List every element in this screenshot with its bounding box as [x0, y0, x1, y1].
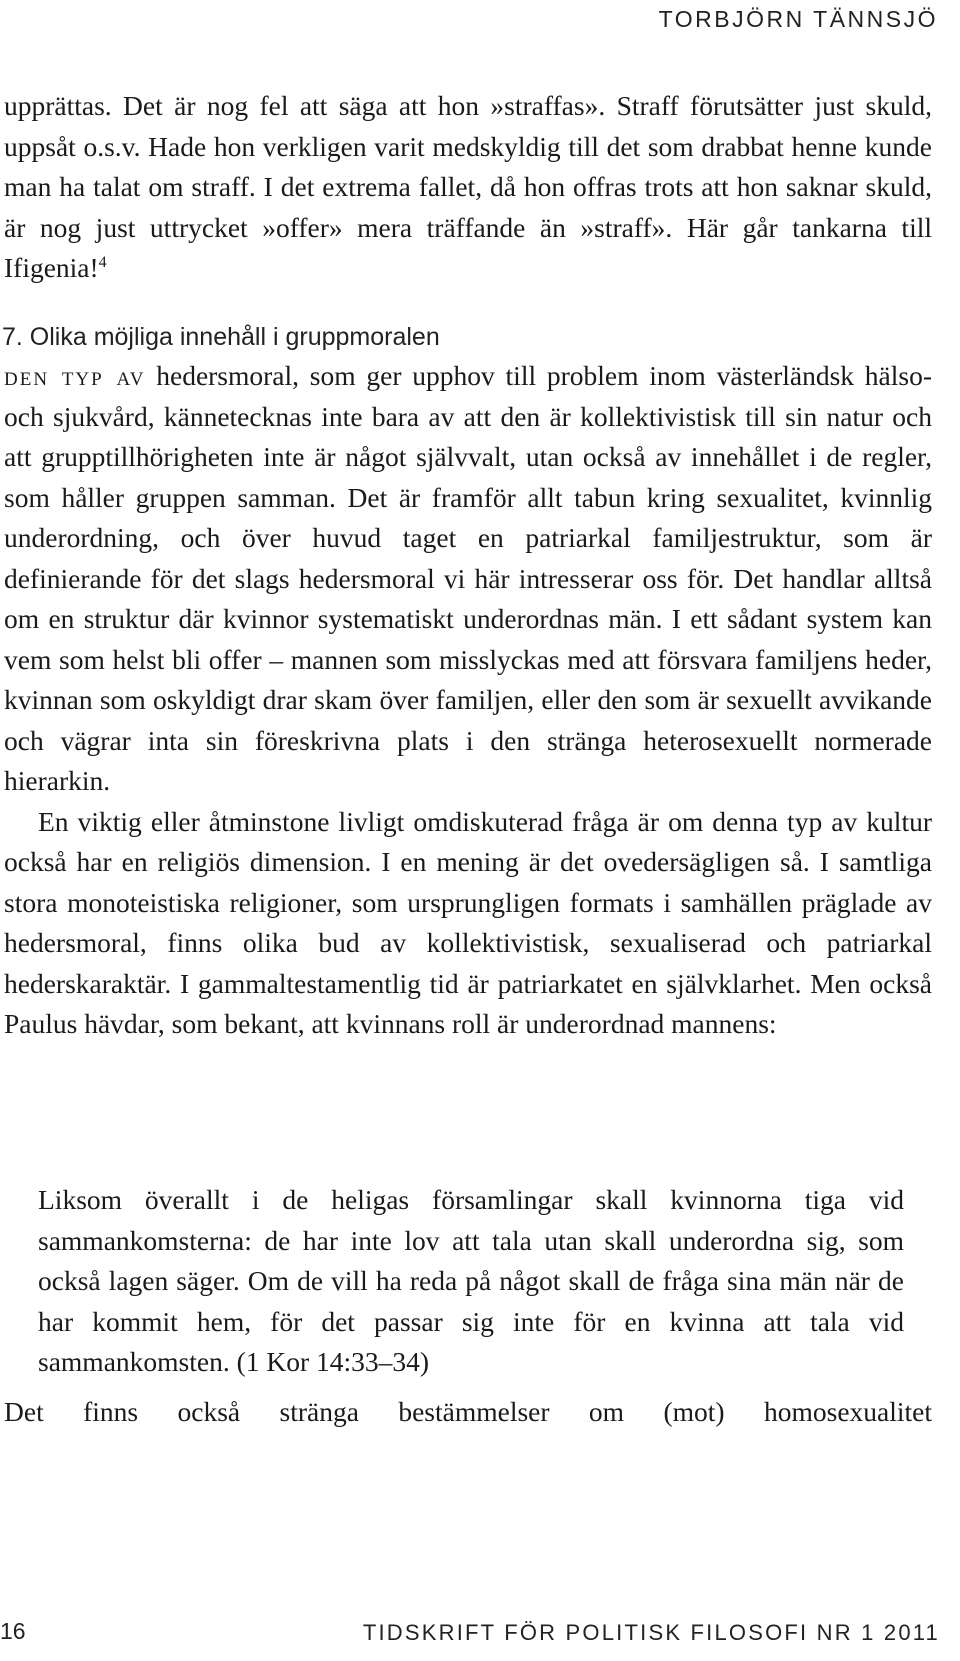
opening-paragraph-text	[4, 86, 932, 289]
section-body	[4, 356, 932, 1045]
section-heading: 7. Olika möjliga innehåll i gruppmoralen	[2, 323, 440, 351]
page-number: 16	[0, 1618, 26, 1644]
section-paragraph-1	[4, 356, 932, 802]
journal-footer: TIDSKRIFT FÖR POLITISK FILOSOFI NR 1 2011	[362, 1620, 940, 1645]
footnote-marker: 4	[98, 253, 107, 271]
block-quote: Liksom överallt i de heligas församlingar skall kvinnorna tiga vid sammankomsterna: de har inte lov att tala utan skall underordna sig, som också lagen säger. Om de vill ha reda på något skall de fråga sina män när de har kommit hem, för det passar sig inte för en kvinna att tala vid sammankomsten. (1 Kor 14:33–34)	[38, 1184, 904, 1377]
opening-paragraph	[4, 86, 932, 289]
running-head-author: TORBJÖRN TÄNNSJÖ	[658, 6, 938, 32]
opening-text: upprättas. Det är nog fel att säga att hon »straffas». Straff förutsätter just skuld, uppsåt o.s.v. Hade hon verkligen varit medskyldig till det som drabbat henne kunde man ha talat om straff. I det extrema fallet, då hon offras trots att hon saknar skuld, är nog just uttrycket »offer» mera träffande än »straff». Här går tankarna till Ifigenia!	[4, 90, 932, 283]
continuation-paragraph: Det finns också stränga bestämmelser om (mot) homosexualitet	[4, 1396, 932, 1427]
paragraph-1-text: hedersmoral, som ger upphov till problem inom västerländsk hälso- och sjukvård, kännetecknas inte bara av att den är kollektivistisk till sin natur och att grupptillhörigheten inte är något självvalt, utan också av innehållet i de regler, som håller gruppen samman. Det är framför allt tabun kring sexualitet, kvinnlig underordning, och över huvud taget en patriarkal familjestruktur, som är definierande för det slags hedersmoral vi här intresserar oss för. Det handlar alltså om en struktur där kvinnor systematiskt underordnas män. I ett sådant system kan vem som helst bli offer – mannen som misslyckas med att försvara familjens heder, kvinnan som oskyldigt drar skam över familjen, eller den som är sexuellt avvikande och vägrar inta sin föreskrivna plats i den stränga heterosexuellt normerade hierarkin.	[4, 360, 932, 796]
section-paragraph-2: En viktig eller åtminstone livligt omdiskuterad fråga är om denna typ av kultur också har en religiös dimension. I en mening är det ovedersägligen så. I samtliga stora monoteistiska religioner, som ursprungligen formats i samhällen präglade av hedersmoral, finns olika bud av kollektivistisk, sexualiserad och patriarkal hederskaraktär. I gammaltestamentlig tid är patriarkatet en självklarhet. Men också Paulus hävdar, som bekant, att kvinnans roll är underordnad mannens:	[4, 805, 932, 1039]
paragraph-lead-smallcaps: den typ av	[4, 360, 146, 391]
